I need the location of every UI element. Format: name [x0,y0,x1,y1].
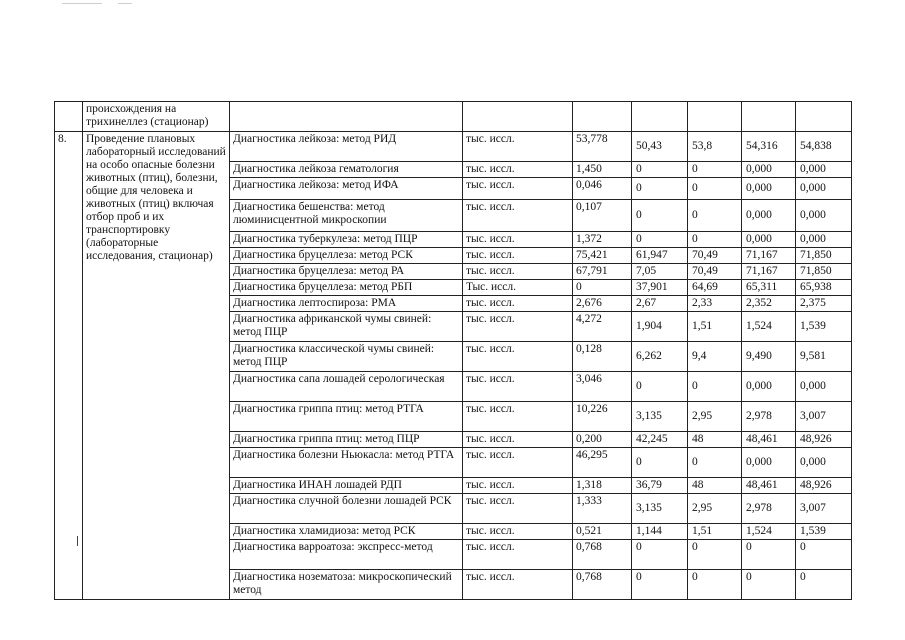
cell-value: 36,79 [632,478,688,494]
cell-value: 6,262 [632,342,688,372]
cell-value [796,102,852,132]
cell-value: 2,67 [632,296,688,312]
cell-value: 0,000 [742,372,796,402]
cell-value: 0 [632,448,688,478]
cell-value [632,102,688,132]
cell-value: 1,372 [573,232,632,248]
cell-value: 9,581 [796,342,852,372]
cell-value: 0,768 [573,540,632,570]
cell-value: 1,450 [573,162,632,178]
cell-value: 1,51 [688,524,742,540]
cell-indicator: Диагностика варроатоза: экспресс-метод [230,540,463,570]
cell-value: 10,226 [573,402,632,432]
cell-value: 2,978 [742,494,796,524]
cell-value: 75,421 [573,248,632,264]
cell-value: 0,107 [573,200,632,232]
cell-value: 0,000 [796,200,852,232]
cell-value: 7,05 [632,264,688,280]
cell-value: 0,000 [742,162,796,178]
cell-value: 37,901 [632,280,688,296]
cell-service-name: Проведение плановых лабораторный исследований на особо опасные болезни животных (птиц), болезни, общие для человека и животных (птиц) включая отбор проб и их транспортировку (лабораторные исследования, стационар) [83,132,230,600]
scan-mark [118,3,132,5]
cell-value: 0 [796,570,852,600]
cell-value: 3,007 [796,402,852,432]
cell-value: 4,272 [573,312,632,342]
cell-number [55,102,83,132]
cell-unit: тыс. иссл. [463,570,573,600]
cell-unit: тыс. иссл. [463,372,573,402]
cell-value: 9,490 [742,342,796,372]
cell-value: 48,926 [796,432,852,448]
cell-value: 48,926 [796,478,852,494]
cell-indicator: Диагностика лептоспироза: РМА [230,296,463,312]
cell-unit: тыс. иссл. [463,478,573,494]
table-row [55,132,852,162]
cell-value: 48 [688,478,742,494]
cell-value: 0,000 [742,232,796,248]
scan-mark [62,3,102,5]
cell-value: 0 [688,232,742,248]
cell-value: 0 [688,200,742,232]
cell-unit: тыс. иссл. [463,132,573,162]
cell-value: 54,316 [742,132,796,162]
cell-unit: тыс. иссл. [463,402,573,432]
cell-indicator: Диагностика лейкоза гематология [230,162,463,178]
cell-value: 1,524 [742,312,796,342]
cell-value: 0 [688,570,742,600]
cell-unit: тыс. иссл. [463,524,573,540]
cell-value: 0 [632,162,688,178]
scan-mark [77,536,84,546]
cell-value: 3,135 [632,494,688,524]
cell-indicator: Диагностика нозематоза: микроскопический метод [230,570,463,600]
cell-unit: тыс. иссл. [463,162,573,178]
cell-service-name: происхождения на трихинеллез (стационар) [83,102,230,132]
cell-value [688,102,742,132]
cell-indicator: Диагностика случной болезни лошадей РСК [230,494,463,524]
cell-value: 0,000 [742,448,796,478]
cell-value: 0 [573,280,632,296]
cell-value: 0 [742,570,796,600]
cell-value: 71,850 [796,248,852,264]
cell-indicator: Диагностика африканской чумы свиней: метод ПЦР [230,312,463,342]
cell-value: 0,046 [573,178,632,200]
cell-value: 53,778 [573,132,632,162]
cell-unit: тыс. иссл. [463,178,573,200]
cell-unit: Тыс. иссл. [463,280,573,296]
cell-indicator: Диагностика бруцеллеза: метод РСК [230,248,463,264]
cell-value: 0 [688,178,742,200]
cell-value: 0 [632,178,688,200]
cell-value: 9,4 [688,342,742,372]
cell-value [742,102,796,132]
cell-indicator: Диагностика бруцеллеза: метод РА [230,264,463,280]
cell-value: 0,000 [796,232,852,248]
cell-value: 71,167 [742,248,796,264]
cell-value: 48,461 [742,478,796,494]
cell-value: 3,135 [632,402,688,432]
cell-value: 1,524 [742,524,796,540]
cell-unit: тыс. иссл. [463,342,573,372]
cell-unit [463,102,573,132]
cell-value: 0,000 [796,178,852,200]
table-row [55,102,852,132]
cell-value: 1,51 [688,312,742,342]
cell-indicator: Диагностика лейкоза: метод ИФА [230,178,463,200]
cell-value: 2,375 [796,296,852,312]
cell-indicator: Диагностика классической чумы свиней: метод ПЦР [230,342,463,372]
cell-value: 2,676 [573,296,632,312]
cell-value: 0,200 [573,432,632,448]
cell-value [573,102,632,132]
cell-indicator: Диагностика сапа лошадей серологическая [230,372,463,402]
cell-value: 71,167 [742,264,796,280]
cell-unit: тыс. иссл. [463,264,573,280]
cell-value: 2,978 [742,402,796,432]
cell-value: 0 [742,540,796,570]
cell-value: 2,33 [688,296,742,312]
cell-value: 54,838 [796,132,852,162]
cell-value: 1,318 [573,478,632,494]
cell-value: 3,046 [573,372,632,402]
cell-value: 50,43 [632,132,688,162]
cell-value: 65,938 [796,280,852,296]
cell-value: 0,000 [796,372,852,402]
cell-value: 0,000 [796,448,852,478]
cell-value: 0 [796,540,852,570]
cell-value: 0,000 [796,162,852,178]
cell-value: 0,000 [742,178,796,200]
cell-indicator: Диагностика болезни Ньюкасла: метод РТГА [230,448,463,478]
cell-indicator: Диагностика бруцеллеза: метод РБП [230,280,463,296]
cell-value: 64,69 [688,280,742,296]
cell-value: 2,95 [688,402,742,432]
cell-value: 3,007 [796,494,852,524]
cell-value: 0 [688,540,742,570]
cell-value: 67,791 [573,264,632,280]
cell-value: 0 [688,162,742,178]
cell-unit: тыс. иссл. [463,232,573,248]
cell-value: 65,311 [742,280,796,296]
cell-value: 0 [688,448,742,478]
cell-value: 2,95 [688,494,742,524]
cell-value: 53,8 [688,132,742,162]
cell-value: 70,49 [688,264,742,280]
cell-value: 46,295 [573,448,632,478]
cell-indicator [230,102,463,132]
cell-indicator: Диагностика гриппа птиц: метод ПЦР [230,432,463,448]
cell-value: 1,539 [796,312,852,342]
cell-indicator: Диагностика гриппа птиц: метод РТГА [230,402,463,432]
cell-value: 0 [632,200,688,232]
cell-unit: тыс. иссл. [463,540,573,570]
cell-value: 0,521 [573,524,632,540]
cell-value: 0,000 [742,200,796,232]
cell-value: 70,49 [688,248,742,264]
cell-unit: тыс. иссл. [463,296,573,312]
cell-value: 1,539 [796,524,852,540]
cell-indicator: Диагностика лейкоза: метод РИД [230,132,463,162]
cell-value: 1,333 [573,494,632,524]
cell-indicator: Диагностика хламидиоза: метод РСК [230,524,463,540]
cell-value: 0 [632,232,688,248]
cell-value: 0 [632,540,688,570]
cell-value: 0 [632,372,688,402]
cell-indicator: Диагностика бешенства: метод люминисцентной микроскопии [230,200,463,232]
cell-unit: тыс. иссл. [463,312,573,342]
cell-unit: тыс. иссл. [463,432,573,448]
cell-value: 2,352 [742,296,796,312]
cell-indicator: Диагностика туберкулеза: метод ПЦР [230,232,463,248]
cell-value: 1,144 [632,524,688,540]
cell-unit: тыс. иссл. [463,448,573,478]
cell-value: 48 [688,432,742,448]
cell-number: 8. [55,132,83,600]
cell-value: 0,128 [573,342,632,372]
cell-unit: тыс. иссл. [463,248,573,264]
cell-value: 0 [632,570,688,600]
cell-value: 61,947 [632,248,688,264]
cell-value: 42,245 [632,432,688,448]
cell-value: 0,768 [573,570,632,600]
services-table [54,101,852,600]
cell-indicator: Диагностика ИНАН лошадей РДП [230,478,463,494]
cell-value: 1,904 [632,312,688,342]
cell-value: 71,850 [796,264,852,280]
cell-value: 48,461 [742,432,796,448]
cell-unit: тыс. иссл. [463,200,573,232]
cell-value: 0 [688,372,742,402]
cell-unit: тыс. иссл. [463,494,573,524]
